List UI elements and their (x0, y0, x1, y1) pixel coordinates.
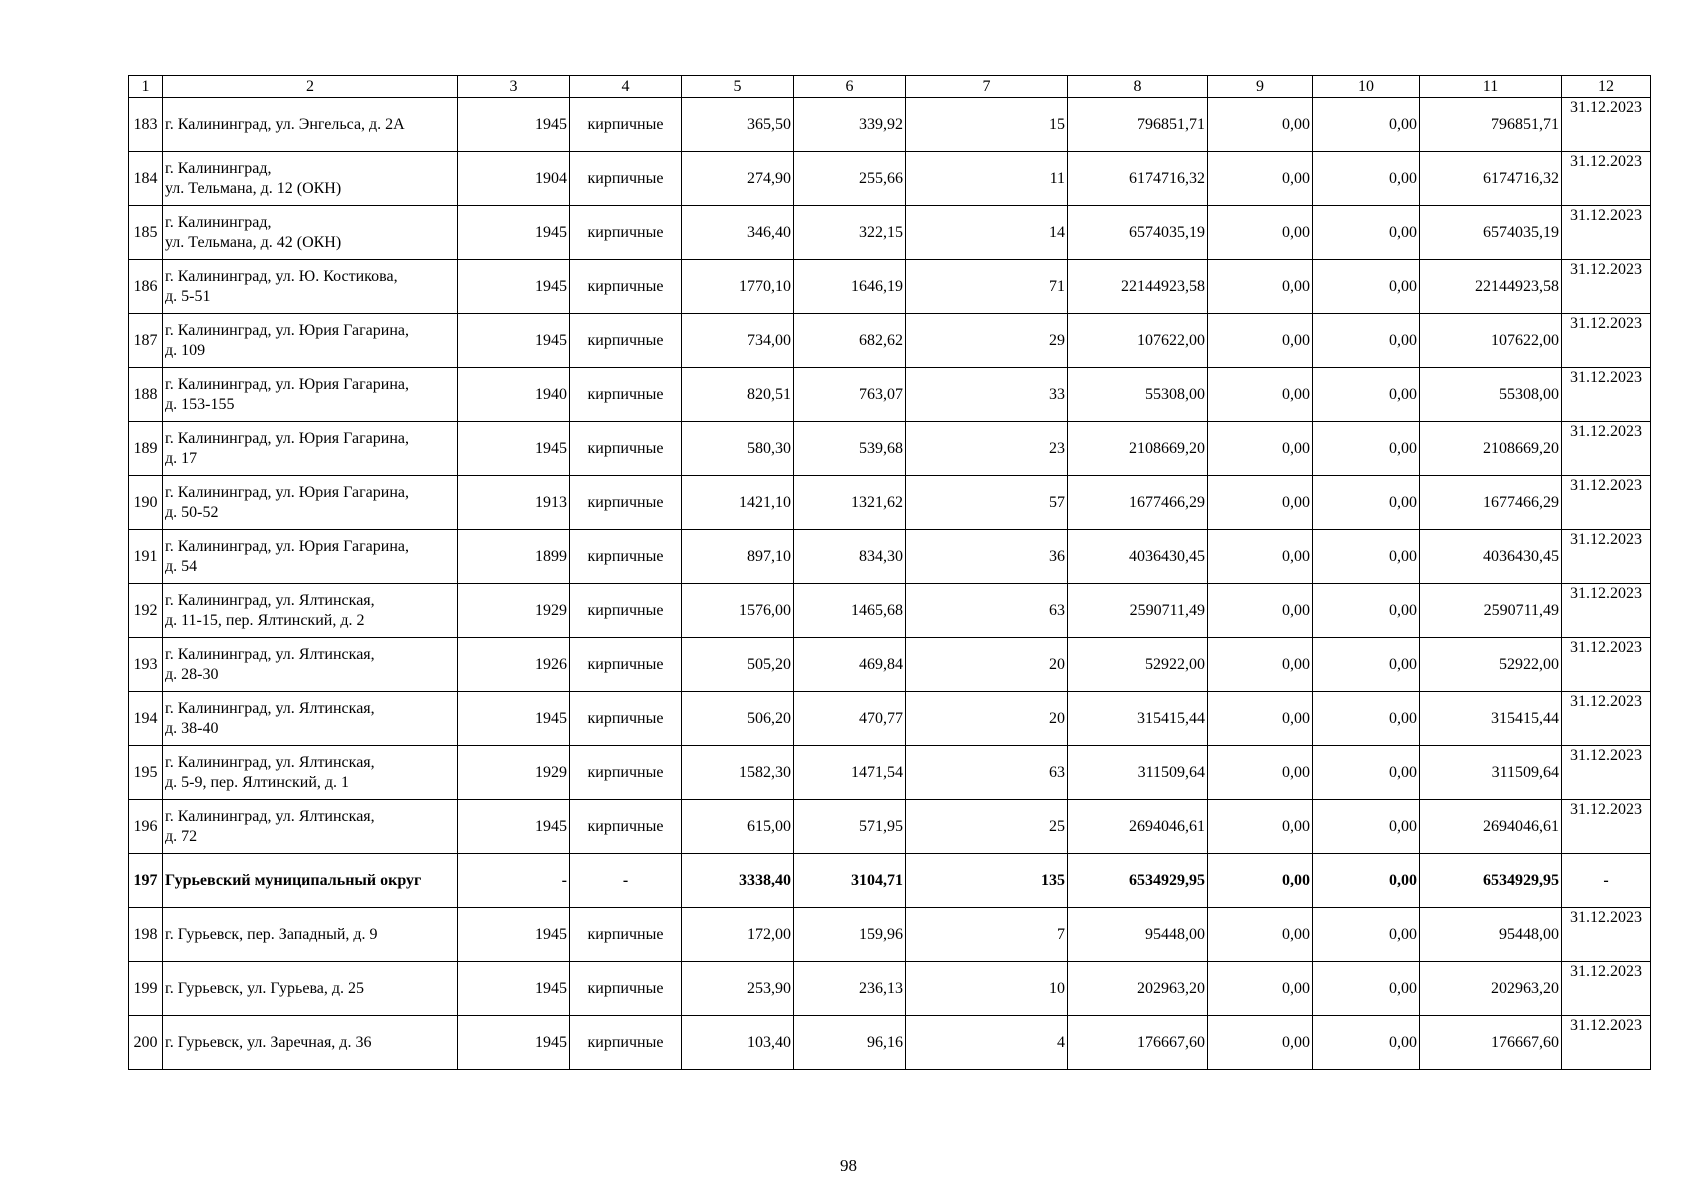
wall-material-cell: кирпичные (570, 152, 682, 206)
area-living-cell: 470,77 (794, 692, 906, 746)
area-total-cell: 253,90 (682, 962, 794, 1016)
area-total-cell: 1576,00 (682, 584, 794, 638)
cost-fund-cell: 0,00 (1208, 854, 1313, 908)
cost-total-cell: 2108669,20 (1068, 422, 1208, 476)
table-row (129, 746, 1651, 800)
wall-material-cell: кирпичные (570, 584, 682, 638)
row-number: 185 (129, 206, 163, 260)
cost-fund-cell: 0,00 (1208, 1016, 1313, 1070)
residents-cell: 14 (906, 206, 1068, 260)
cost-budget-cell: 0,00 (1313, 260, 1420, 314)
wall-material-cell: кирпичные (570, 800, 682, 854)
residents-cell: 15 (906, 98, 1068, 152)
area-living-cell: 763,07 (794, 368, 906, 422)
cost-fund-cell: 0,00 (1208, 368, 1313, 422)
area-total-cell: 172,00 (682, 908, 794, 962)
year-cell: 1945 (458, 422, 570, 476)
year-cell: 1926 (458, 638, 570, 692)
column-header: 7 (906, 76, 1068, 98)
cost-other-cell: 2108669,20 (1420, 422, 1562, 476)
cost-total-cell: 107622,00 (1068, 314, 1208, 368)
year-cell: 1945 (458, 206, 570, 260)
area-living-cell: 3104,71 (794, 854, 906, 908)
cost-fund-cell: 0,00 (1208, 746, 1313, 800)
address-cell: г. Калининград, ул. Юрия Гагарина, д. 50-52 (163, 476, 458, 530)
address-cell: Гурьевский муниципальный округ (163, 854, 458, 908)
table-row (129, 962, 1651, 1016)
cost-total-cell: 52922,00 (1068, 638, 1208, 692)
deadline-cell: 31.12.2023 (1562, 638, 1651, 692)
page-number: 98 (840, 1156, 857, 1175)
cost-total-cell: 6174716,32 (1068, 152, 1208, 206)
residents-cell: 23 (906, 422, 1068, 476)
cost-total-cell: 2694046,61 (1068, 800, 1208, 854)
cost-fund-cell: 0,00 (1208, 476, 1313, 530)
year-cell: 1945 (458, 692, 570, 746)
deadline-cell: 31.12.2023 (1562, 98, 1651, 152)
cost-other-cell: 2694046,61 (1420, 800, 1562, 854)
row-number: 183 (129, 98, 163, 152)
deadline-cell: 31.12.2023 (1562, 908, 1651, 962)
area-living-cell: 682,62 (794, 314, 906, 368)
wall-material-cell: - (570, 854, 682, 908)
address-cell: г. Калининград, ул. Юрия Гагарина, д. 153-155 (163, 368, 458, 422)
residents-cell: 33 (906, 368, 1068, 422)
area-living-cell: 236,13 (794, 962, 906, 1016)
deadline-cell: 31.12.2023 (1562, 260, 1651, 314)
cost-total-cell: 315415,44 (1068, 692, 1208, 746)
year-cell: 1929 (458, 746, 570, 800)
deadline-cell: 31.12.2023 (1562, 584, 1651, 638)
residents-cell: 135 (906, 854, 1068, 908)
cost-budget-cell: 0,00 (1313, 746, 1420, 800)
year-cell: - (458, 854, 570, 908)
address-cell: г. Гурьевск, пер. Западный, д. 9 (163, 908, 458, 962)
residents-cell: 71 (906, 260, 1068, 314)
table-row (129, 260, 1651, 314)
year-cell: 1945 (458, 1016, 570, 1070)
row-number: 186 (129, 260, 163, 314)
wall-material-cell: кирпичные (570, 260, 682, 314)
deadline-cell: 31.12.2023 (1562, 800, 1651, 854)
area-living-cell: 255,66 (794, 152, 906, 206)
area-living-cell: 834,30 (794, 530, 906, 584)
cost-total-cell: 55308,00 (1068, 368, 1208, 422)
column-header: 12 (1562, 76, 1651, 98)
area-living-cell: 159,96 (794, 908, 906, 962)
cost-fund-cell: 0,00 (1208, 314, 1313, 368)
column-header: 10 (1313, 76, 1420, 98)
column-header: 11 (1420, 76, 1562, 98)
residents-cell: 11 (906, 152, 1068, 206)
address-cell: г. Калининград, ул. Юрия Гагарина, д. 17 (163, 422, 458, 476)
area-total-cell: 734,00 (682, 314, 794, 368)
deadline-cell: 31.12.2023 (1562, 962, 1651, 1016)
cost-fund-cell: 0,00 (1208, 800, 1313, 854)
address-cell: г. Гурьевск, ул. Заречная, д. 36 (163, 1016, 458, 1070)
table-row (129, 854, 1651, 908)
area-living-cell: 1465,68 (794, 584, 906, 638)
area-total-cell: 820,51 (682, 368, 794, 422)
residents-cell: 20 (906, 638, 1068, 692)
residents-cell: 25 (906, 800, 1068, 854)
area-total-cell: 506,20 (682, 692, 794, 746)
wall-material-cell: кирпичные (570, 368, 682, 422)
deadline-cell: 31.12.2023 (1562, 422, 1651, 476)
deadline-cell: 31.12.2023 (1562, 1016, 1651, 1070)
address-cell: г. Калининград, ул. Ю. Костикова, д. 5-51 (163, 260, 458, 314)
cost-total-cell: 2590711,49 (1068, 584, 1208, 638)
residents-cell: 36 (906, 530, 1068, 584)
cost-other-cell: 52922,00 (1420, 638, 1562, 692)
address-cell: г. Калининград, ул. Тельмана, д. 12 (ОКН) (163, 152, 458, 206)
year-cell: 1940 (458, 368, 570, 422)
address-cell: г. Калининград, ул. Ялтинская, д. 5-9, пер. Ялтинский, д. 1 (163, 746, 458, 800)
cost-budget-cell: 0,00 (1313, 368, 1420, 422)
wall-material-cell: кирпичные (570, 422, 682, 476)
wall-material-cell: кирпичные (570, 746, 682, 800)
table-row (129, 638, 1651, 692)
area-total-cell: 580,30 (682, 422, 794, 476)
column-header: 6 (794, 76, 906, 98)
cost-total-cell: 6574035,19 (1068, 206, 1208, 260)
cost-other-cell: 95448,00 (1420, 908, 1562, 962)
deadline-cell: 31.12.2023 (1562, 368, 1651, 422)
residents-cell: 29 (906, 314, 1068, 368)
cost-budget-cell: 0,00 (1313, 1016, 1420, 1070)
deadline-cell: - (1562, 854, 1651, 908)
table-row (129, 476, 1651, 530)
table-row (129, 422, 1651, 476)
cost-budget-cell: 0,00 (1313, 530, 1420, 584)
address-cell: г. Калининград, ул. Энгельса, д. 2А (163, 98, 458, 152)
wall-material-cell: кирпичные (570, 530, 682, 584)
address-cell: г. Гурьевск, ул. Гурьева, д. 25 (163, 962, 458, 1016)
row-number: 189 (129, 422, 163, 476)
cost-other-cell: 2590711,49 (1420, 584, 1562, 638)
table-row (129, 152, 1651, 206)
cost-other-cell: 22144923,58 (1420, 260, 1562, 314)
cost-budget-cell: 0,00 (1313, 800, 1420, 854)
table-row (129, 206, 1651, 260)
year-cell: 1945 (458, 314, 570, 368)
address-cell: г. Калининград, ул. Юрия Гагарина, д. 54 (163, 530, 458, 584)
cost-budget-cell: 0,00 (1313, 962, 1420, 1016)
cost-fund-cell: 0,00 (1208, 206, 1313, 260)
row-number: 192 (129, 584, 163, 638)
area-living-cell: 339,92 (794, 98, 906, 152)
residents-cell: 4 (906, 1016, 1068, 1070)
table-row (129, 692, 1651, 746)
row-number: 190 (129, 476, 163, 530)
area-total-cell: 1582,30 (682, 746, 794, 800)
year-cell: 1945 (458, 962, 570, 1016)
cost-other-cell: 311509,64 (1420, 746, 1562, 800)
cost-total-cell: 22144923,58 (1068, 260, 1208, 314)
year-cell: 1899 (458, 530, 570, 584)
residents-cell: 10 (906, 962, 1068, 1016)
row-number: 198 (129, 908, 163, 962)
area-living-cell: 322,15 (794, 206, 906, 260)
cost-other-cell: 202963,20 (1420, 962, 1562, 1016)
wall-material-cell: кирпичные (570, 314, 682, 368)
cost-fund-cell: 0,00 (1208, 422, 1313, 476)
row-number: 200 (129, 1016, 163, 1070)
residents-cell: 20 (906, 692, 1068, 746)
address-cell: г. Калининград, ул. Тельмана, д. 42 (ОКН) (163, 206, 458, 260)
column-header: 2 (163, 76, 458, 98)
cost-other-cell: 315415,44 (1420, 692, 1562, 746)
wall-material-cell: кирпичные (570, 908, 682, 962)
address-cell: г. Калининград, ул. Ялтинская, д. 72 (163, 800, 458, 854)
wall-material-cell: кирпичные (570, 206, 682, 260)
deadline-cell: 31.12.2023 (1562, 746, 1651, 800)
cost-total-cell: 311509,64 (1068, 746, 1208, 800)
cost-budget-cell: 0,00 (1313, 152, 1420, 206)
cost-budget-cell: 0,00 (1313, 638, 1420, 692)
row-number: 199 (129, 962, 163, 1016)
cost-total-cell: 202963,20 (1068, 962, 1208, 1016)
cost-fund-cell: 0,00 (1208, 908, 1313, 962)
area-total-cell: 615,00 (682, 800, 794, 854)
row-number: 195 (129, 746, 163, 800)
area-living-cell: 1471,54 (794, 746, 906, 800)
wall-material-cell: кирпичные (570, 1016, 682, 1070)
area-total-cell: 897,10 (682, 530, 794, 584)
cost-budget-cell: 0,00 (1313, 854, 1420, 908)
cost-total-cell: 796851,71 (1068, 98, 1208, 152)
row-number: 187 (129, 314, 163, 368)
cost-total-cell: 95448,00 (1068, 908, 1208, 962)
cost-other-cell: 6534929,95 (1420, 854, 1562, 908)
cost-other-cell: 6174716,32 (1420, 152, 1562, 206)
cost-fund-cell: 0,00 (1208, 584, 1313, 638)
deadline-cell: 31.12.2023 (1562, 476, 1651, 530)
table-row (129, 584, 1651, 638)
area-living-cell: 571,95 (794, 800, 906, 854)
cost-fund-cell: 0,00 (1208, 98, 1313, 152)
wall-material-cell: кирпичные (570, 476, 682, 530)
year-cell: 1945 (458, 800, 570, 854)
table-row (129, 314, 1651, 368)
table-row (129, 908, 1651, 962)
area-total-cell: 3338,40 (682, 854, 794, 908)
area-living-cell: 1321,62 (794, 476, 906, 530)
address-cell: г. Калининград, ул. Юрия Гагарина, д. 109 (163, 314, 458, 368)
year-cell: 1945 (458, 908, 570, 962)
column-header: 8 (1068, 76, 1208, 98)
table-row (129, 800, 1651, 854)
area-living-cell: 539,68 (794, 422, 906, 476)
table-row (129, 1016, 1651, 1070)
column-header: 3 (458, 76, 570, 98)
deadline-cell: 31.12.2023 (1562, 152, 1651, 206)
cost-total-cell: 1677466,29 (1068, 476, 1208, 530)
year-cell: 1929 (458, 584, 570, 638)
area-living-cell: 1646,19 (794, 260, 906, 314)
cost-budget-cell: 0,00 (1313, 206, 1420, 260)
row-number: 197 (129, 854, 163, 908)
residents-cell: 57 (906, 476, 1068, 530)
year-cell: 1945 (458, 260, 570, 314)
deadline-cell: 31.12.2023 (1562, 692, 1651, 746)
table-row (129, 530, 1651, 584)
row-number: 188 (129, 368, 163, 422)
area-total-cell: 274,90 (682, 152, 794, 206)
deadline-cell: 31.12.2023 (1562, 530, 1651, 584)
cost-other-cell: 1677466,29 (1420, 476, 1562, 530)
row-number: 196 (129, 800, 163, 854)
wall-material-cell: кирпичные (570, 692, 682, 746)
cost-budget-cell: 0,00 (1313, 908, 1420, 962)
residents-cell: 63 (906, 746, 1068, 800)
row-number: 193 (129, 638, 163, 692)
cost-budget-cell: 0,00 (1313, 314, 1420, 368)
column-header: 5 (682, 76, 794, 98)
cost-fund-cell: 0,00 (1208, 638, 1313, 692)
residents-cell: 63 (906, 584, 1068, 638)
address-cell: г. Калининград, ул. Ялтинская, д. 38-40 (163, 692, 458, 746)
cost-fund-cell: 0,00 (1208, 530, 1313, 584)
wall-material-cell: кирпичные (570, 638, 682, 692)
residents-cell: 7 (906, 908, 1068, 962)
row-number: 194 (129, 692, 163, 746)
cost-other-cell: 55308,00 (1420, 368, 1562, 422)
table-row (129, 98, 1651, 152)
address-cell: г. Калининград, ул. Ялтинская, д. 11-15, пер. Ялтинский, д. 2 (163, 584, 458, 638)
row-number: 191 (129, 530, 163, 584)
cost-budget-cell: 0,00 (1313, 98, 1420, 152)
cost-other-cell: 6574035,19 (1420, 206, 1562, 260)
area-total-cell: 365,50 (682, 98, 794, 152)
cost-other-cell: 796851,71 (1420, 98, 1562, 152)
area-total-cell: 1421,10 (682, 476, 794, 530)
area-total-cell: 103,40 (682, 1016, 794, 1070)
cost-budget-cell: 0,00 (1313, 692, 1420, 746)
year-cell: 1904 (458, 152, 570, 206)
cost-total-cell: 176667,60 (1068, 1016, 1208, 1070)
deadline-cell: 31.12.2023 (1562, 314, 1651, 368)
area-living-cell: 96,16 (794, 1016, 906, 1070)
table-body (129, 98, 1651, 1070)
column-header: 4 (570, 76, 682, 98)
table-row (129, 368, 1651, 422)
year-cell: 1945 (458, 98, 570, 152)
wall-material-cell: кирпичные (570, 98, 682, 152)
cost-fund-cell: 0,00 (1208, 692, 1313, 746)
cost-fund-cell: 0,00 (1208, 260, 1313, 314)
column-header: 1 (129, 76, 163, 98)
cost-budget-cell: 0,00 (1313, 584, 1420, 638)
cost-fund-cell: 0,00 (1208, 962, 1313, 1016)
column-header: 9 (1208, 76, 1313, 98)
area-total-cell: 346,40 (682, 206, 794, 260)
row-number: 184 (129, 152, 163, 206)
year-cell: 1913 (458, 476, 570, 530)
cost-fund-cell: 0,00 (1208, 152, 1313, 206)
column-number-row (129, 76, 1651, 98)
cost-budget-cell: 0,00 (1313, 422, 1420, 476)
deadline-cell: 31.12.2023 (1562, 206, 1651, 260)
cost-other-cell: 107622,00 (1420, 314, 1562, 368)
cost-total-cell: 6534929,95 (1068, 854, 1208, 908)
address-cell: г. Калининград, ул. Ялтинская, д. 28-30 (163, 638, 458, 692)
wall-material-cell: кирпичные (570, 962, 682, 1016)
cost-total-cell: 4036430,45 (1068, 530, 1208, 584)
housing-table (128, 75, 1651, 1070)
cost-other-cell: 4036430,45 (1420, 530, 1562, 584)
area-living-cell: 469,84 (794, 638, 906, 692)
cost-budget-cell: 0,00 (1313, 476, 1420, 530)
cost-other-cell: 176667,60 (1420, 1016, 1562, 1070)
area-total-cell: 505,20 (682, 638, 794, 692)
area-total-cell: 1770,10 (682, 260, 794, 314)
